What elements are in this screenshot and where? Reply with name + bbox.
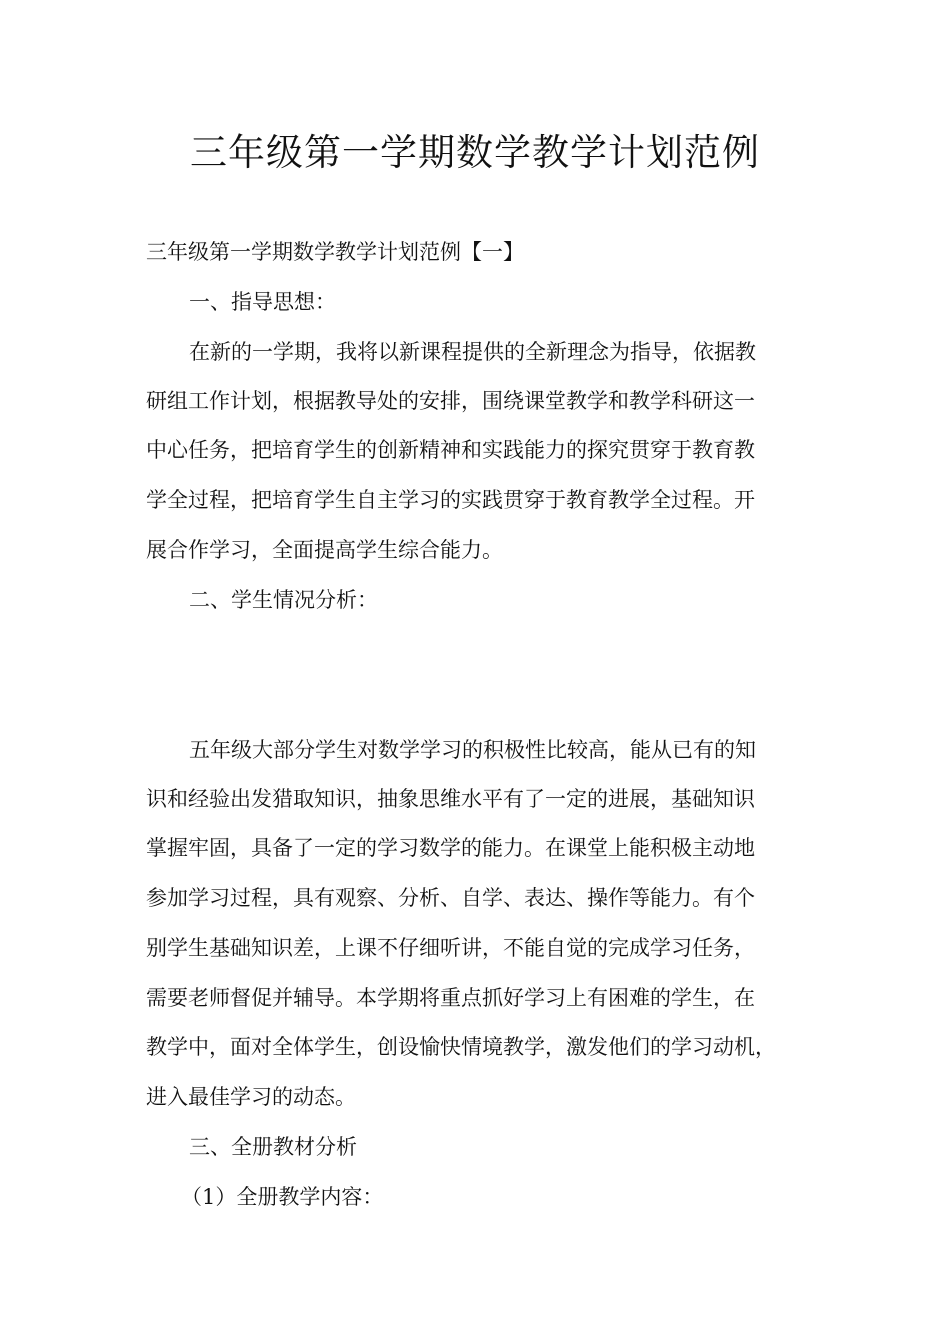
section1-line-4: 学全过程，把培育学生自主学习的实践贯穿于教育教学全过程。开 [146, 488, 755, 512]
section1-heading: 一、指导思想： [189, 290, 336, 314]
document-title: 三年级第一学期数学教学计划范例 [190, 131, 760, 174]
section2-line-1: 五年级大部分学生对数学学习的积极性比较高，能从已有的知 [189, 738, 756, 762]
section1-line-3: 中心任务，把培育学生的创新精神和实践能力的探究贯穿于教育教 [146, 438, 755, 462]
section1-line-1: 在新的一学期，我将以新课程提供的全新理念为指导，依据教 [189, 340, 756, 364]
section2-line-2: 识和经验出发猎取知识，抽象思维水平有了一定的进展，基础知识 [146, 787, 755, 811]
section1-line-5: 展合作学习，全面提高学生综合能力。 [146, 538, 503, 562]
section3-subheading: （1）全册教学内容： [181, 1185, 384, 1209]
section2-line-7: 教学中，面对全体学生，创设愉快情境教学，激发他们的学习动机， [146, 1035, 776, 1059]
section2-line-8: 进入最佳学习的动态。 [146, 1085, 356, 1109]
section2-heading: 二、学生情况分析： [189, 588, 378, 612]
document-subtitle: 三年级第一学期数学教学计划范例【一】 [146, 240, 524, 264]
section2-line-4: 参加学习过程，具有观察、分析、自学、表达、操作等能力。有个 [146, 886, 755, 910]
section2-line-6: 需要老师督促并辅导。本学期将重点抓好学习上有困难的学生，在 [146, 986, 755, 1010]
section1-line-2: 研组工作计划，根据教导处的安排，围绕课堂教学和教学科研这一 [146, 389, 755, 413]
section2-line-5: 别学生基础知识差，上课不仔细听讲，不能自觉的完成学习任务， [146, 936, 755, 960]
section3-heading: 三、全册教材分析 [189, 1135, 357, 1159]
section2-line-3: 掌握牢固，具备了一定的学习数学的能力。在课堂上能积极主动地 [146, 836, 755, 860]
